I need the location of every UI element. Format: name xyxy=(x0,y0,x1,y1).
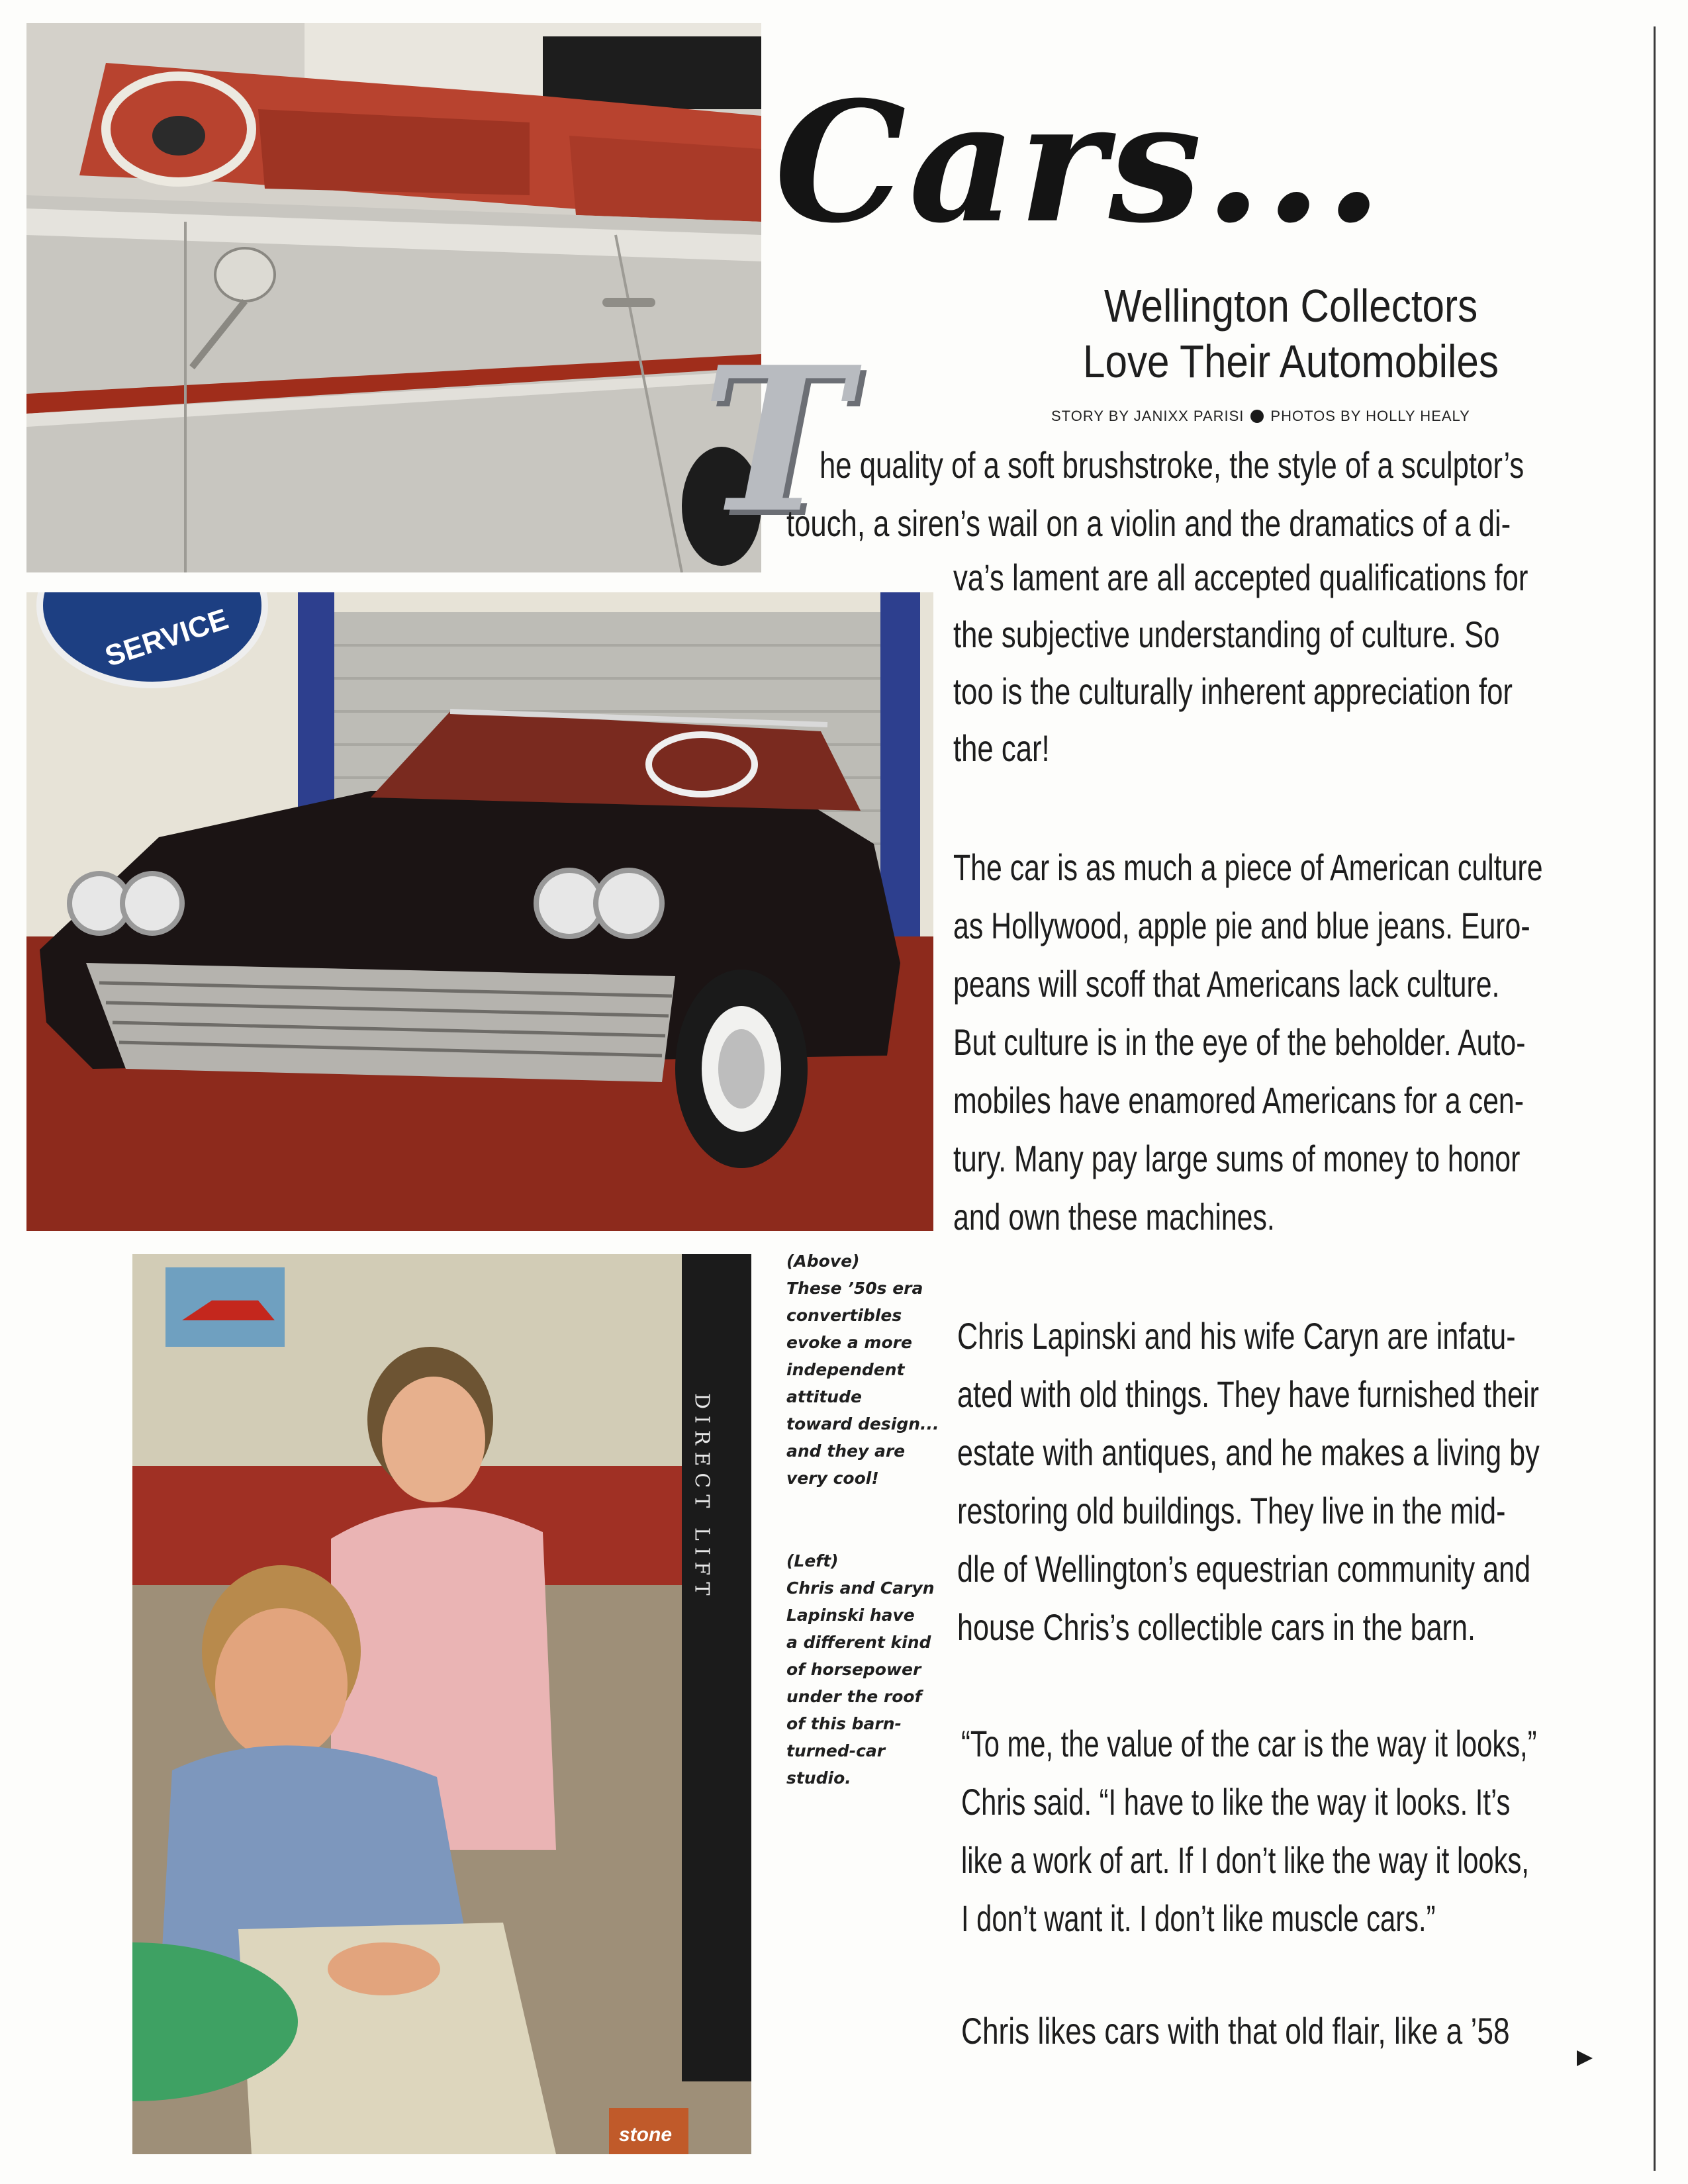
caption-line: Chris and Caryn xyxy=(786,1578,935,1598)
paragraph-line: mobiles have enamored Americans for a cen- xyxy=(953,1079,1524,1121)
page-spine-line xyxy=(1654,26,1656,2171)
paragraph-line: and own these machines. xyxy=(953,1196,1275,1238)
paragraph-line: Chris likes cars with that old flair, like a ’58 xyxy=(961,2010,1510,2052)
caption-line: of this barn- xyxy=(786,1714,902,1733)
tire-brand-text: stone xyxy=(619,2124,673,2146)
caption-line: Lapinski have xyxy=(786,1606,915,1625)
paragraph-line: ated with old things. They have furnished their xyxy=(957,1373,1539,1415)
caption-line: toward design... xyxy=(786,1414,939,1433)
caption-left xyxy=(786,1547,945,1792)
paragraph-line: But culture is in the eye of the beholder. Auto- xyxy=(953,1021,1526,1063)
continue-arrow-icon xyxy=(1577,2050,1593,2066)
drop-cap: T xyxy=(702,323,850,557)
caption-line: These ’50s era xyxy=(786,1279,923,1298)
photo-chris-and-caryn xyxy=(132,1254,751,2154)
paragraph-line: I don’t want it. I don’t like muscle cars.” xyxy=(961,1897,1436,1939)
article-headline: Cars... xyxy=(774,65,1385,259)
caption-line: attitude xyxy=(786,1387,862,1406)
caption-above xyxy=(786,1248,945,1492)
paragraph-line: Chris said. “I have to like the way it looks. It’s xyxy=(961,1781,1511,1823)
lift-brand-text: DIRECT LIFT xyxy=(690,1393,714,1602)
photo-silver-convertible xyxy=(26,23,761,572)
caption-line: turned-car xyxy=(786,1741,886,1760)
paragraph-line: dle of Wellington’s equestrian community and xyxy=(957,1548,1531,1590)
paragraph-line: as Hollywood, apple pie and blue jeans. Euro- xyxy=(953,905,1530,946)
photo-black-convertible xyxy=(26,592,933,1231)
photo-credit: PHOTOS BY HOLLY HEALY xyxy=(1270,408,1470,424)
paragraph-line: estate with antiques, and he makes a living by xyxy=(957,1432,1540,1473)
caption-line: under the roof xyxy=(786,1687,922,1706)
bullet-dot-icon xyxy=(1250,410,1264,423)
caption-line: (Left) xyxy=(786,1551,839,1570)
caption-line: independent xyxy=(786,1360,905,1379)
paragraph-line: peans will scoff that Americans lack culture. xyxy=(953,963,1500,1005)
paragraph-line: touch, a siren’s wail on a violin and the dramatics of a di- xyxy=(786,502,1511,544)
caption-line: (Above) xyxy=(786,1251,860,1271)
caption-line: of horsepower xyxy=(786,1660,921,1679)
caption-line: evoke a more xyxy=(786,1333,912,1352)
caption-line: and they are xyxy=(786,1441,906,1461)
paragraph-line: Chris Lapinski and his wife Caryn are infatu- xyxy=(957,1315,1516,1357)
caption-line: convertibles xyxy=(786,1306,902,1325)
paragraph-line: too is the culturally inherent appreciation for xyxy=(953,670,1513,712)
paragraph-line: he quality of a soft brushstroke, the style of a sculptor’s xyxy=(820,444,1524,486)
caption-line: studio. xyxy=(786,1768,851,1788)
article-subtitle xyxy=(1000,278,1581,389)
paragraph-line: house Chris’s collectible cars in the barn. xyxy=(957,1606,1476,1648)
paragraph-line: tury. Many pay large sums of money to honor xyxy=(953,1138,1521,1179)
paragraph-line: restoring old buildings. They live in the mid- xyxy=(957,1490,1506,1531)
caption-line: a different kind xyxy=(786,1633,931,1652)
paragraph-line: the car! xyxy=(953,727,1050,769)
story-credit: STORY BY JANIXX PARISI xyxy=(1051,408,1244,424)
paragraph-line: the subjective understanding of culture. So xyxy=(953,614,1500,655)
service-sign-text: SERVICE xyxy=(101,602,232,673)
subtitle-line: Wellington Collectors xyxy=(1103,280,1478,332)
byline xyxy=(1051,408,1515,425)
paragraph-line: “To me, the value of the car is the way it looks,” xyxy=(961,1723,1537,1764)
caption-line: very cool! xyxy=(786,1469,879,1488)
paragraph-line: va’s lament are all accepted qualifications for xyxy=(953,557,1528,598)
paragraph-line: The car is as much a piece of American culture xyxy=(953,846,1543,888)
subtitle-line: Love Their Automobiles xyxy=(1082,336,1499,387)
paragraph-line: like a work of art. If I don’t like the way it looks, xyxy=(961,1839,1529,1881)
